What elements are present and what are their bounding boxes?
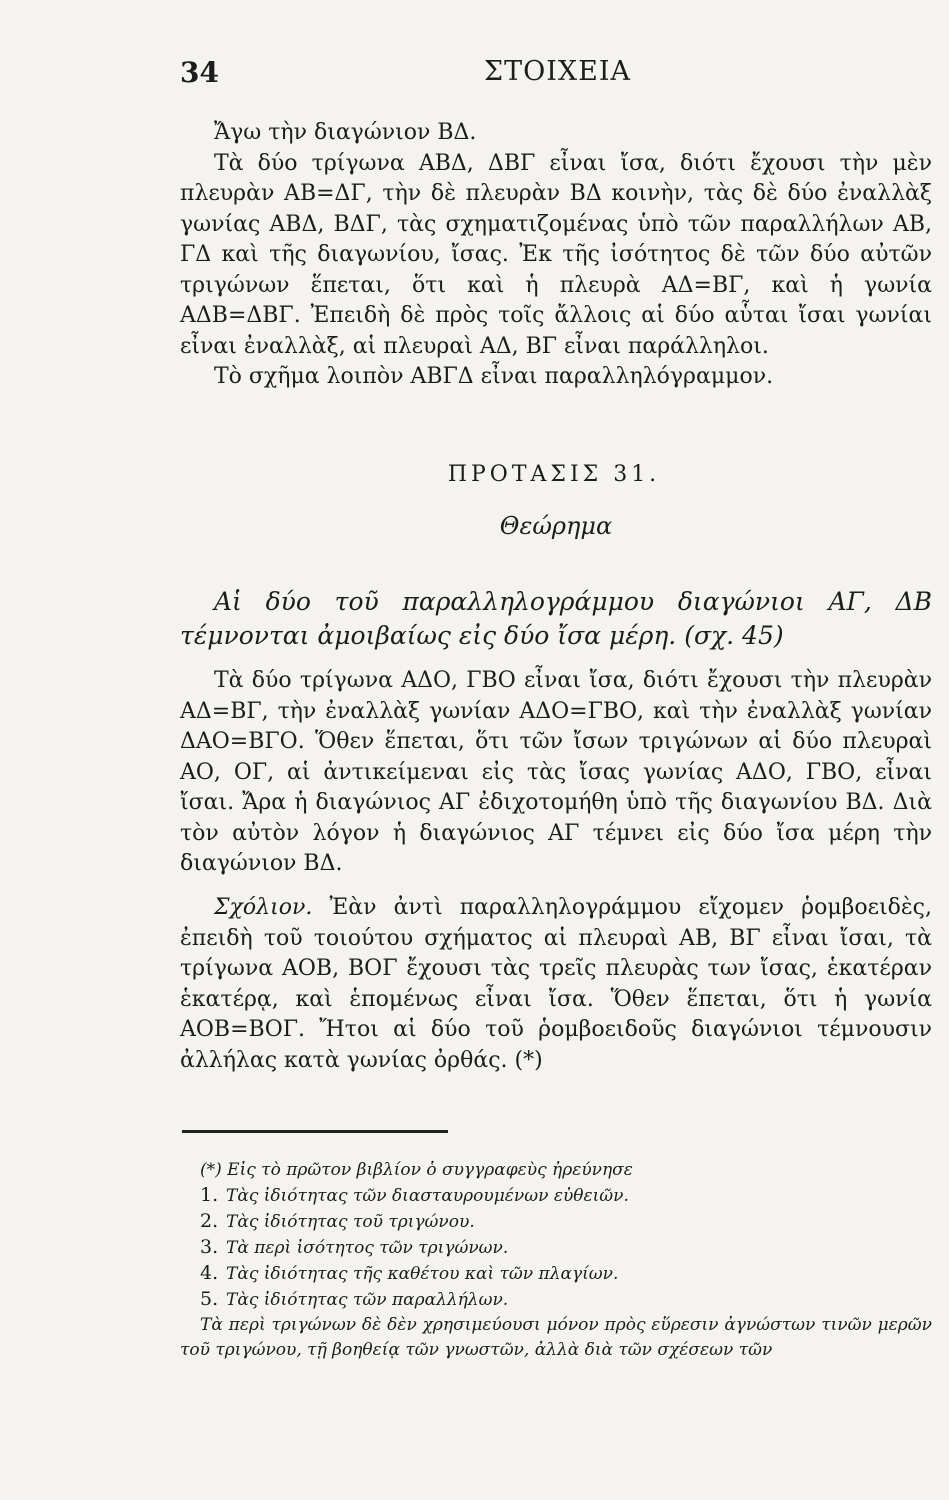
scholium-section — [180, 893, 932, 1076]
footnote-item: 3. Τὰ περὶ ἰσότητος τῶν τριγώνων. — [200, 1236, 509, 1258]
footnote-item: 1. Τὰς ἰδιότητας τῶν διασταυρουμένων εὐθειῶν. — [200, 1184, 629, 1206]
theorem-statement-section — [180, 585, 932, 653]
intro-paragraph: Τὰ δύο τρίγωνα ΑΒΔ, ΔΒΓ εἶναι ἴσα, διότι ἔχουσι τὴν μὲν πλευρὰν ΑΒ=ΔΓ, τὴν δὲ πλευρὰν ΒΔ κοινὴν, τὰς δὲ δύο ἐναλλὰξ γωνίας ΑΒΔ, ΒΔΓ, τὰς σχηματιζομένας ὑπὸ τῶν παραλλήλων ΑΒ, ΓΔ καὶ τῆς διαγωνίου, ἴσας. Ἐκ τῆς ἰσότητος δὲ τῶν δύο αὐτῶν τριγώνων ἕπεται, ὅτι καὶ ἡ πλευρὰ ΑΔ=ΒΓ, καὶ ἡ γωνία ΑΔΒ=ΔΒΓ. Ἐπειδὴ δὲ πρὸς τοῖς ἄλλοις αἱ δύο αὗται ἴσαι γωνίαι εἶναι ἐναλλὰξ, αἱ πλευραὶ ΑΔ, ΒΓ εἶναι παράλληλοι. — [180, 150, 932, 359]
intro-section — [180, 118, 932, 393]
footnote-closing: Τὰ περὶ τριγώνων δὲ δὲν χρησιμεύουσι μόνον πρὸς εὕρεσιν ἀγνώστων τινῶν μερῶν τοῦ τριγώνου, τῇ βοηθείᾳ τῶν γνωστῶν, ἀλλὰ διὰ τῶν σχέσεων τῶν — [180, 1315, 932, 1360]
footnote-item: 5. Τὰς ἰδιότητας τῶν παραλλήλων. — [200, 1288, 509, 1310]
footnote-intro: (*) Εἰς τὸ πρῶτον βιβλίον ὁ συγγραφεὺς ἠρεύνησε — [200, 1160, 633, 1180]
footnote-divider — [182, 1130, 448, 1133]
proof-section — [180, 666, 932, 880]
theorem-enunciation: Αἱ δύο τοῦ παραλληλογράμμου διαγώνιοι ΑΓ, ΔΒ τέμνονται ἀμοιβαίως εἰς δύο ἴσα μέρη. (σχ. 45) — [180, 587, 932, 650]
footnote-section — [180, 1158, 932, 1363]
running-title: ΣΤΟΙΧΕΙΑ — [484, 56, 631, 87]
page-header — [180, 56, 900, 96]
scholium-label: Σχόλιον. — [214, 895, 313, 920]
page-number: 34 — [180, 56, 219, 89]
scholium-paragraph — [180, 893, 932, 1076]
footnote-item: 4. Τὰς ἰδιότητας τῆς καθέτου καὶ τῶν πλαγίων. — [200, 1262, 619, 1284]
proposition-heading: ΠΡΟΤΑΣΙΣ 31. — [447, 462, 661, 487]
theorem-subheading: Θεώρημα — [499, 512, 613, 540]
proof-paragraph: Τὰ δύο τρίγωνα ΑΔΟ, ΓΒΟ εἶναι ἴσα, διότι ἔχουσι τὴν πλευρὰν ΑΔ=ΒΓ, τὴν ἐναλλὰξ γωνίαν ΑΔΟ=ΓΒΟ, καὶ τὴν ἐναλλὰξ γωνίαν ΔΑΟ=ΒΓΟ. Ὅθεν ἕπεται, ὅτι τῶν ἴσων τριγώνων αἱ δύο πλευραὶ ΑΟ, ΟΓ, αἱ ἀντικείμεναι εἰς τὰς ἴσας γωνίας ΑΔΟ, ΓΒΟ, εἶναι ἴσαι. Ἄρα ἡ διαγώνιος ΑΓ ἐδιχοτομήθη ὑπὸ τῆς διαγωνίου ΒΔ. Διὰ τὸν αὐτὸν λόγον ἡ διαγώνιος ΑΓ τέμνει εἰς δύο ἴσα μέρη τὴν διαγώνιον ΒΔ. — [180, 668, 932, 876]
footnote-item: 2. Τὰς ἰδιότητας τοῦ τριγώνου. — [200, 1210, 475, 1232]
scholium-text: Ἐὰν ἀντὶ παραλληλογράμμου εἴχομεν ῥομβοειδὲς, ἐπειδὴ τοῦ τοιούτου σχήματος αἱ πλευραὶ ΑΒ, ΒΓ εἶναι ἴσαι, τὰ τρίγωνα ΑΟΒ, ΒΟΓ ἔχουσι τὰς τρεῖς πλευρὰς των ἴσας, ἑκατέραν ἑκατέρᾳ, καὶ ἑπομένως εἶναι ἴσα. Ὅθεν ἕπεται, ὅτι ἡ γωνία ΑΟΒ=ΒΟΓ. Ἤτοι αἱ δύο τοῦ ῥομβοειδοῦς διαγώνιοι τέμνουσιν ἀλλήλας κατὰ γωνίας ὀρθάς. (*) — [180, 895, 932, 1073]
intro-paragraph: Τὸ σχῆμα λοιπὸν ΑΒΓΔ εἶναι παραλληλόγραμμον. — [214, 364, 774, 389]
intro-paragraph: Ἄγω τὴν διαγώνιον ΒΔ. — [214, 120, 477, 145]
